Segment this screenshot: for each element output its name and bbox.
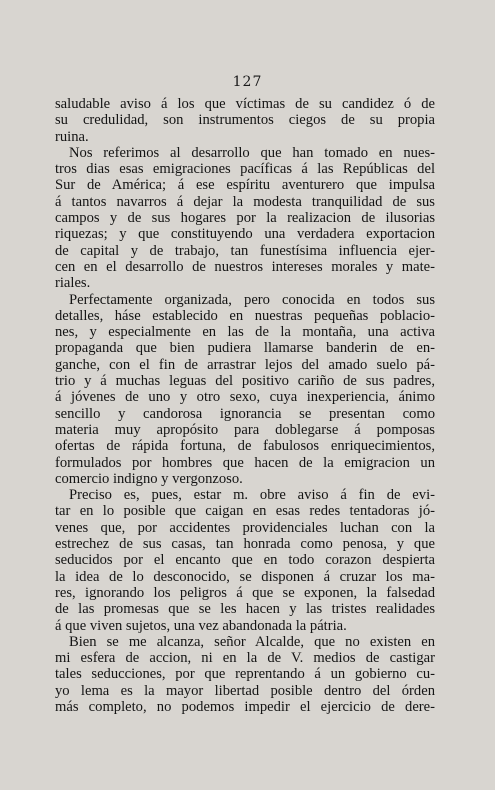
text-line: tar en lo posible que caigan en esas redes tentadoras jó- (55, 503, 435, 520)
text-line: riquezas; y que constituyendo una verdadera exportacion (55, 226, 435, 243)
text-line: detalles, háse establecido en nuestras pequeñas poblacio- (55, 307, 435, 324)
text-line: á jóvenes de uno y otro sexo, cuya inexperiencia, ánimo (55, 389, 435, 406)
text-line: sencillo y candorosa ignorancia se presentan como (55, 405, 435, 422)
text-line: la idea de lo desconocido, se disponen á cruzar los ma- (55, 568, 435, 585)
text-line: trio y á muchas leguas del positivo cariño de sus padres, (55, 373, 435, 390)
paragraph (55, 292, 435, 488)
text-line: res, ignorando los peligros á que se exponen, la falsedad (55, 584, 435, 601)
text-line: seducidos por el encanto que en todo corazon despierta (55, 552, 435, 569)
text-line: Sur de América; á ese espíritu aventurero que impulsa (55, 177, 435, 194)
text-line: campos y de sus hogares por la realizacion de ilusorias (55, 210, 435, 227)
text-line: su credulidad, son instrumentos ciegos de su propia (55, 112, 435, 129)
text-line: más completo, no podemos impedir el ejercicio de dere- (55, 698, 435, 715)
paragraph (55, 634, 435, 715)
text-line: nes, y especialmente en las de la montaña, una activa (55, 324, 435, 341)
text-line: formulados por hombres que hacen de la emigracion un (55, 454, 435, 471)
text-line: Preciso es, pues, estar m. obre aviso á fin de evi- (69, 487, 435, 504)
text-line: de capital y de trabajo, tan funestísima influencia ejer- (55, 242, 435, 259)
text-line: Perfectamente organizada, pero conocida en todos sus (69, 291, 435, 308)
paragraph (55, 487, 435, 634)
text-line: cen en el desarrollo de nuestros intereses morales y mate- (55, 258, 435, 275)
text-line: Bien se me alcanza, señor Alcalde, que no existen en (69, 633, 435, 650)
text-line: tros dias esas emigraciones pacíficas á las Repúblicas del (55, 161, 435, 178)
text-line: estrechez de sus casas, tan honrada como penosa, y que (55, 536, 435, 553)
text-line: propaganda que bien pudiera llamarse banderin de en- (55, 340, 435, 357)
paragraph (55, 145, 435, 292)
text-line: mi esfera de accion, ni en la de V. medios de castigar (55, 650, 435, 667)
text-line: á tantos navarros á dejar la modesta tranquilidad de sus (55, 193, 435, 210)
text-line: comercio indigno y vergonzoso. (55, 470, 243, 487)
text-line: materia muy apropósito para doblegarse á pomposas (55, 421, 435, 438)
text-line: saludable aviso á los que víctimas de su candidez ó de (55, 96, 435, 112)
text-line: yo lema es la mayor libertad posible dentro del órden (55, 682, 435, 699)
body-text (55, 96, 435, 715)
text-line: tales seducciones, por que reprentando á un gobierno cu- (55, 666, 435, 683)
text-line: ganche, con el fin de arrastrar lejos del amado suelo pá- (55, 356, 435, 373)
text-line: Nos referimos al desarrollo que han tomado en nues- (69, 144, 435, 161)
text-line: de las promesas que se les hacen y las tristes realidades (55, 601, 435, 618)
text-line: á que viven sujetos, una vez abandonada la pátria. (55, 617, 347, 634)
paragraph (55, 96, 435, 145)
text-line: riales. (55, 275, 91, 292)
text-line: venes que, por accidentes providenciales luchan con la (55, 519, 435, 536)
text-line: ruina. (55, 128, 89, 145)
text-line: ofertas de rápida fortuna, de fabulosos enriquecimientos, (55, 438, 435, 455)
page-number: 127 (232, 74, 263, 90)
